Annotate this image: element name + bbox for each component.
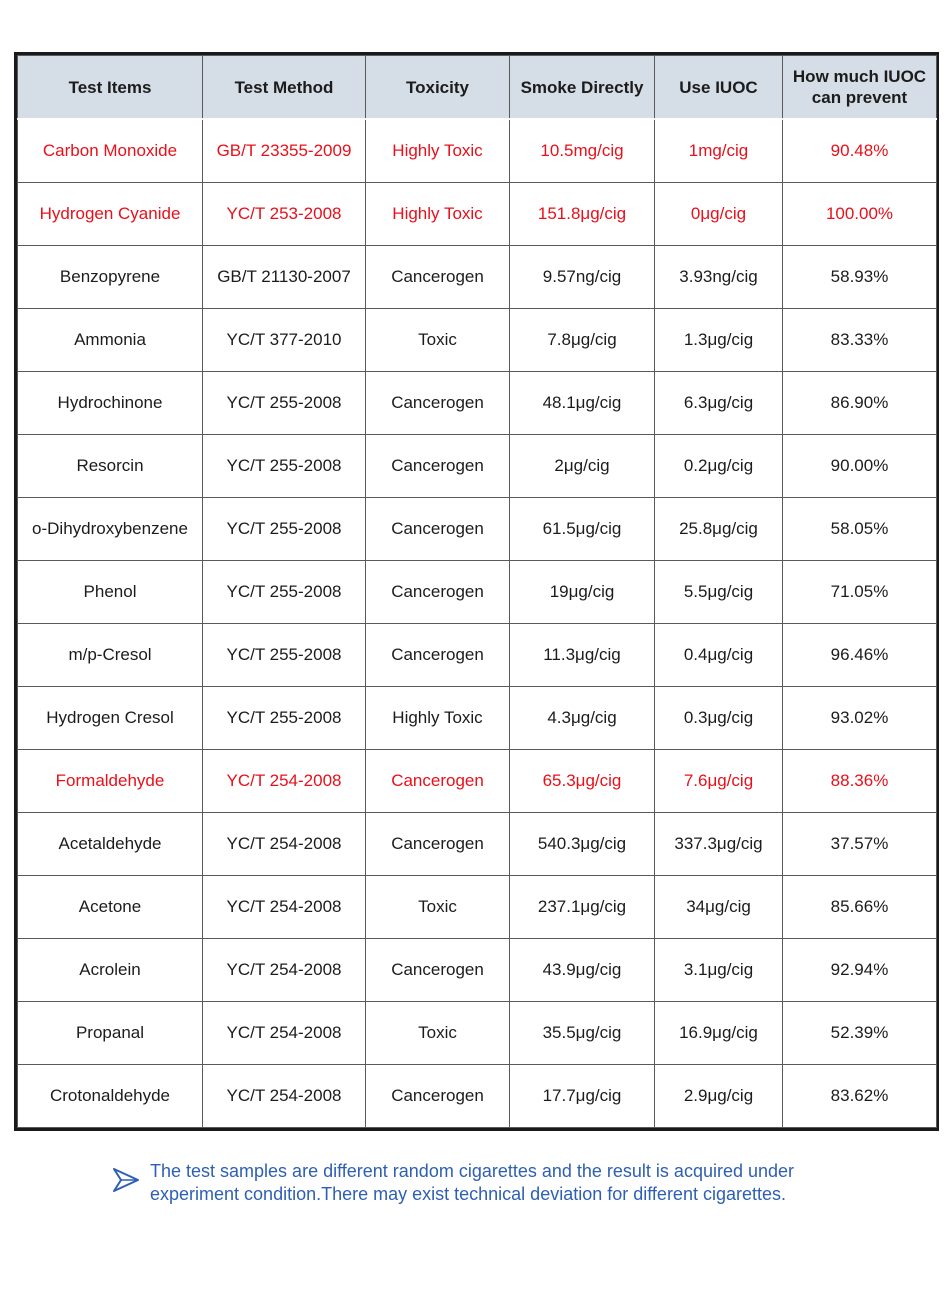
cell-test-item: Crotonaldehyde	[18, 1065, 203, 1128]
cell-use-iuoc: 25.8μg/cig	[655, 498, 783, 561]
cell-prevent: 85.66%	[783, 876, 937, 939]
cell-test-item: Ammonia	[18, 309, 203, 372]
table-header-row	[18, 56, 937, 120]
cell-use-iuoc: 7.6μg/cig	[655, 750, 783, 813]
cell-smoke-directly: 151.8μg/cig	[510, 183, 655, 246]
table-row	[18, 624, 937, 687]
cell-use-iuoc: 1.3μg/cig	[655, 309, 783, 372]
cell-smoke-directly: 35.5μg/cig	[510, 1002, 655, 1065]
cell-test-item: Phenol	[18, 561, 203, 624]
table-row	[18, 1002, 937, 1065]
cell-test-method: YC/T 254-2008	[203, 876, 366, 939]
cell-test-item: o-Dihydroxybenzene	[18, 498, 203, 561]
cell-toxicity: Highly Toxic	[366, 183, 510, 246]
cell-test-method: YC/T 254-2008	[203, 1065, 366, 1128]
cell-test-item: Hydrogen Cresol	[18, 687, 203, 750]
footnote	[112, 1160, 872, 1206]
cell-test-method: YC/T 255-2008	[203, 498, 366, 561]
cell-test-method: YC/T 255-2008	[203, 372, 366, 435]
cell-test-method: YC/T 255-2008	[203, 624, 366, 687]
cell-test-item: Acetone	[18, 876, 203, 939]
cell-use-iuoc: 3.1μg/cig	[655, 939, 783, 1002]
table-row	[18, 119, 937, 183]
cell-test-item: Formaldehyde	[18, 750, 203, 813]
footnote-text: The test samples are different random cigarettes and the result is acquired under experiment condition.There may exist technical deviation for different cigarettes.	[150, 1161, 795, 1204]
cell-prevent: 96.46%	[783, 624, 937, 687]
cell-prevent: 90.00%	[783, 435, 937, 498]
cell-test-item: Benzopyrene	[18, 246, 203, 309]
cell-smoke-directly: 48.1μg/cig	[510, 372, 655, 435]
cell-toxicity: Cancerogen	[366, 372, 510, 435]
table-row	[18, 876, 937, 939]
cell-test-method: YC/T 253-2008	[203, 183, 366, 246]
results-table	[17, 55, 937, 1128]
cell-test-method: YC/T 254-2008	[203, 939, 366, 1002]
cell-prevent: 58.93%	[783, 246, 937, 309]
cell-toxicity: Cancerogen	[366, 561, 510, 624]
cell-toxicity: Cancerogen	[366, 813, 510, 876]
cell-use-iuoc: 3.93ng/cig	[655, 246, 783, 309]
cell-test-method: YC/T 255-2008	[203, 435, 366, 498]
header-toxicity: Toxicity	[366, 56, 510, 120]
cell-test-item: Acrolein	[18, 939, 203, 1002]
cell-test-item: Acetaldehyde	[18, 813, 203, 876]
cell-test-method: YC/T 254-2008	[203, 1002, 366, 1065]
cell-use-iuoc: 1mg/cig	[655, 119, 783, 183]
cell-use-iuoc: 0.4μg/cig	[655, 624, 783, 687]
cell-smoke-directly: 2μg/cig	[510, 435, 655, 498]
cell-smoke-directly: 7.8μg/cig	[510, 309, 655, 372]
cell-prevent: 100.00%	[783, 183, 937, 246]
cell-test-item: m/p-Cresol	[18, 624, 203, 687]
cell-toxicity: Toxic	[366, 1002, 510, 1065]
cell-smoke-directly: 237.1μg/cig	[510, 876, 655, 939]
cell-prevent: 71.05%	[783, 561, 937, 624]
cell-smoke-directly: 4.3μg/cig	[510, 687, 655, 750]
cell-smoke-directly: 65.3μg/cig	[510, 750, 655, 813]
cell-test-method: YC/T 255-2008	[203, 687, 366, 750]
cell-test-item: Hydrochinone	[18, 372, 203, 435]
cell-prevent: 83.33%	[783, 309, 937, 372]
cell-toxicity: Cancerogen	[366, 435, 510, 498]
cell-use-iuoc: 34μg/cig	[655, 876, 783, 939]
table-row	[18, 939, 937, 1002]
cell-toxicity: Cancerogen	[366, 246, 510, 309]
cell-prevent: 37.57%	[783, 813, 937, 876]
cell-prevent: 93.02%	[783, 687, 937, 750]
table-row	[18, 183, 937, 246]
cell-toxicity: Cancerogen	[366, 498, 510, 561]
cell-toxicity: Cancerogen	[366, 624, 510, 687]
cell-smoke-directly: 19μg/cig	[510, 561, 655, 624]
cell-toxicity: Cancerogen	[366, 750, 510, 813]
cell-use-iuoc: 0.2μg/cig	[655, 435, 783, 498]
cell-smoke-directly: 540.3μg/cig	[510, 813, 655, 876]
cell-toxicity: Highly Toxic	[366, 687, 510, 750]
cell-prevent: 92.94%	[783, 939, 937, 1002]
cell-smoke-directly: 17.7μg/cig	[510, 1065, 655, 1128]
cell-smoke-directly: 11.3μg/cig	[510, 624, 655, 687]
table-row	[18, 561, 937, 624]
arrow-pointer-icon	[112, 1166, 140, 1194]
header-use-iuoc: Use IUOC	[655, 56, 783, 120]
header-test-items: Test Items	[18, 56, 203, 120]
table-body	[18, 119, 937, 1128]
cell-prevent: 90.48%	[783, 119, 937, 183]
cell-toxicity: Cancerogen	[366, 939, 510, 1002]
cell-test-item: Propanal	[18, 1002, 203, 1065]
table-row	[18, 372, 937, 435]
cell-use-iuoc: 0.3μg/cig	[655, 687, 783, 750]
cell-prevent: 52.39%	[783, 1002, 937, 1065]
cell-toxicity: Toxic	[366, 876, 510, 939]
table-row	[18, 687, 937, 750]
table-row	[18, 750, 937, 813]
table-row	[18, 246, 937, 309]
results-table-container	[14, 52, 939, 1131]
cell-smoke-directly: 43.9μg/cig	[510, 939, 655, 1002]
table-row	[18, 309, 937, 372]
cell-use-iuoc: 2.9μg/cig	[655, 1065, 783, 1128]
cell-test-method: YC/T 254-2008	[203, 813, 366, 876]
cell-smoke-directly: 61.5μg/cig	[510, 498, 655, 561]
cell-use-iuoc: 5.5μg/cig	[655, 561, 783, 624]
header-test-method: Test Method	[203, 56, 366, 120]
cell-smoke-directly: 9.57ng/cig	[510, 246, 655, 309]
table-row	[18, 498, 937, 561]
cell-prevent: 58.05%	[783, 498, 937, 561]
cell-test-item: Hydrogen Cyanide	[18, 183, 203, 246]
cell-test-method: GB/T 23355-2009	[203, 119, 366, 183]
cell-prevent: 86.90%	[783, 372, 937, 435]
header-smoke-directly: Smoke Directly	[510, 56, 655, 120]
cell-use-iuoc: 0μg/cig	[655, 183, 783, 246]
cell-test-item: Carbon Monoxide	[18, 119, 203, 183]
cell-test-item: Resorcin	[18, 435, 203, 498]
table-row	[18, 435, 937, 498]
cell-test-method: YC/T 377-2010	[203, 309, 366, 372]
cell-toxicity: Cancerogen	[366, 1065, 510, 1128]
cell-use-iuoc: 16.9μg/cig	[655, 1002, 783, 1065]
header-prevent: How much IUOC can prevent	[783, 56, 937, 120]
table-row	[18, 813, 937, 876]
cell-test-method: YC/T 255-2008	[203, 561, 366, 624]
cell-use-iuoc: 337.3μg/cig	[655, 813, 783, 876]
table-row	[18, 1065, 937, 1128]
cell-test-method: GB/T 21130-2007	[203, 246, 366, 309]
cell-use-iuoc: 6.3μg/cig	[655, 372, 783, 435]
cell-prevent: 83.62%	[783, 1065, 937, 1128]
cell-toxicity: Toxic	[366, 309, 510, 372]
cell-prevent: 88.36%	[783, 750, 937, 813]
cell-test-method: YC/T 254-2008	[203, 750, 366, 813]
cell-toxicity: Highly Toxic	[366, 119, 510, 183]
cell-smoke-directly: 10.5mg/cig	[510, 119, 655, 183]
